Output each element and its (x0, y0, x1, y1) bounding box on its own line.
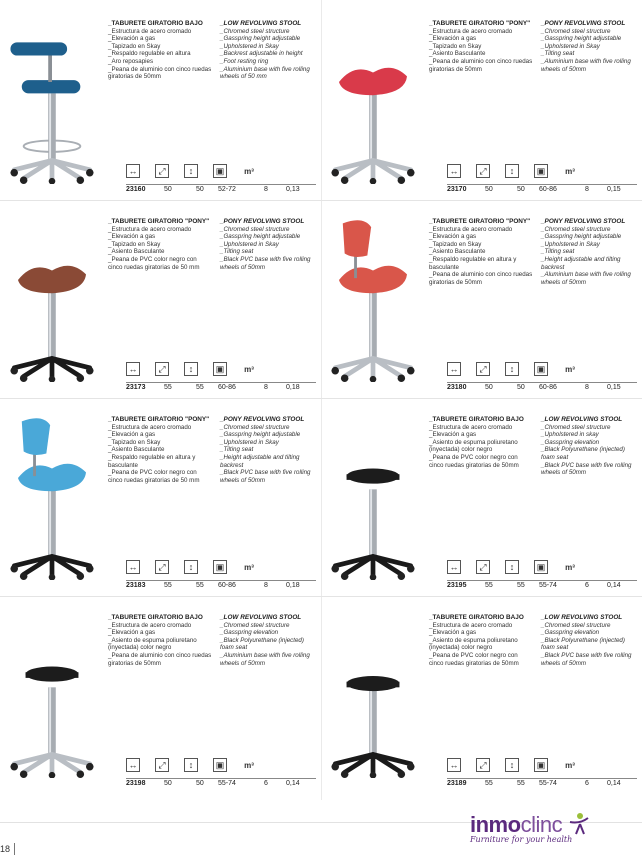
spec-line-es: _Estructura de acero cromado (108, 27, 192, 35)
product-title-es: _TABURETE GIRATORIO BAJO (429, 416, 524, 423)
spec-line-en: wheels of 50mm (541, 469, 587, 477)
spec-line-es: basculante (429, 263, 459, 271)
spec-line-en: _Chromed steel structure (220, 225, 290, 233)
spec-line-es: _Asiento Basculante (108, 446, 165, 454)
spec-line-en: _Gasspring height adjustable (220, 233, 301, 241)
spec-line-es: cinco ruedas giratorias de 50 mm (108, 476, 200, 484)
spec-line-en: _Chromed steel structure (220, 423, 290, 431)
brand-tagline: Furniture for your health (470, 835, 573, 844)
spec-line-es: _Elevación a gas (108, 431, 156, 439)
spec-line-en: _Upholstered in Skay (541, 240, 600, 248)
volume-value: 0,14 (286, 780, 300, 787)
height-icon: ↕ (184, 560, 198, 574)
volume-value: 0,14 (607, 582, 621, 589)
spec-line-es: _Elevación a gas (108, 629, 156, 637)
product-title-es: _TABURETE GIRATORIO BAJO (429, 614, 524, 621)
spec-line-es: _Asiento de espuma poliuretano (429, 636, 518, 644)
volume-value: 0,15 (607, 384, 621, 391)
spec-line-es: giratorias de 50mm (429, 278, 482, 286)
volume-icon: m³ (563, 164, 577, 178)
spec-icons (126, 560, 316, 578)
width-value: 55 (485, 582, 493, 589)
product-title-en: _LOW REVOLVING STOOL (220, 20, 302, 27)
spec-line-en: _Gasspring elevation (220, 629, 279, 637)
brand-bold: inmo (470, 812, 521, 837)
spec-line-es: _Estructura de acero cromado (429, 423, 513, 431)
volume-icon: m³ (242, 560, 256, 574)
english-description (220, 218, 310, 271)
spec-line-es: _Tapizado en Skay (429, 240, 482, 248)
product-code: 23170 (447, 186, 467, 193)
depth-value: 50 (517, 384, 525, 391)
spec-line-en: wheels of 50mm (220, 263, 266, 271)
height-value: 60-86 (539, 384, 557, 391)
stool-illustration (325, 410, 421, 580)
spec-line-en: foam seat (541, 644, 569, 652)
stool-illustration (325, 608, 421, 778)
spec-line-es: cinco ruedas giratorias de 50mm (429, 659, 519, 667)
spec-line-es: (inyectada) color negro (429, 446, 493, 454)
spec-line-en: _Black Polyurethane (injected) (541, 636, 625, 644)
spec-line-en: wheels of 50mm (220, 476, 266, 484)
spec-line-en: _Black PVC base with five rolling (220, 469, 311, 477)
spec-line-en: _Chromed steel structure (541, 423, 611, 431)
figure-logo-icon (568, 812, 590, 836)
packaging-icon: ▣ (534, 758, 548, 772)
height-icon: ↕ (505, 362, 519, 376)
width-icon: ↔ (126, 560, 140, 574)
product-cell (321, 400, 642, 598)
spec-line-es: _Elevación a gas (429, 233, 477, 241)
height-icon: ↕ (184, 758, 198, 772)
spec-icons (447, 758, 637, 776)
spec-line-es: _Respaldo regulable en altura (108, 50, 191, 58)
spec-icons (447, 164, 637, 182)
spec-line-en: _Black PVC base with five rolling (541, 651, 632, 659)
spec-line-en: wheels of 50mm (541, 659, 587, 667)
spec-line-en: _Chromed steel structure (541, 27, 611, 35)
packaging-icon: ▣ (213, 164, 227, 178)
spec-values (447, 384, 637, 394)
spec-values (126, 780, 316, 790)
height-icon: ↕ (184, 164, 198, 178)
width-value: 55 (485, 780, 493, 787)
spec-line-en: _Black PVC base with five rolling (541, 461, 632, 469)
spec-rule (126, 184, 316, 185)
spec-line-en: _Chromed steel structure (220, 621, 290, 629)
packaging-icon: ▣ (213, 362, 227, 376)
english-description (541, 416, 631, 477)
spec-line-en: backrest (220, 461, 244, 469)
spec-line-en: _Gasspring height adjustable (220, 35, 301, 43)
spec-rule (447, 580, 637, 581)
volume-icon: m³ (242, 758, 256, 772)
width-icon: ↔ (447, 758, 461, 772)
english-description (541, 614, 631, 667)
product-title-en: _PONY REVOLVING STOOL (541, 218, 626, 225)
spec-line-es: cinco ruedas giratorias de 50mm (429, 461, 519, 469)
spec-rule (126, 778, 316, 779)
spec-rule (126, 580, 316, 581)
depth-value: 50 (196, 780, 204, 787)
height-value: 60-86 (218, 582, 236, 589)
depth-icon: ⤢ (155, 758, 169, 772)
packaging-icon: ▣ (534, 164, 548, 178)
spec-line-es: _Tapizado en Skay (429, 42, 482, 50)
english-description (220, 416, 310, 484)
spanish-description (108, 614, 211, 667)
spec-line-en: _Chromed steel structure (220, 27, 290, 35)
spec-line-en: _Gasspring height adjustable (541, 233, 622, 241)
stool-illustration (4, 14, 100, 184)
units-value: 6 (264, 780, 268, 787)
depth-value: 50 (196, 186, 204, 193)
spec-line-en: _Gasspring elevation (541, 629, 600, 637)
spec-rule (447, 778, 637, 779)
spec-values (126, 186, 316, 196)
spec-line-es: _Respaldo regulable en altura y (108, 453, 196, 461)
spec-line-en: _Height adjustable and tilting (220, 453, 300, 461)
width-value: 55 (164, 384, 172, 391)
stool-illustration (325, 14, 421, 184)
product-cell (0, 400, 321, 598)
spec-values (447, 582, 637, 592)
spec-values (126, 384, 316, 394)
depth-icon: ⤢ (155, 164, 169, 178)
spec-line-es: _Peana de PVC color negro con (108, 469, 197, 477)
spec-line-es: _Estructura de acero cromado (108, 423, 192, 431)
spec-rule (447, 184, 637, 185)
height-icon: ↕ (505, 560, 519, 574)
spec-line-es: _Estructura de acero cromado (429, 225, 513, 233)
depth-icon: ⤢ (155, 362, 169, 376)
product-title-en: _LOW REVOLVING STOOL (220, 614, 302, 621)
depth-icon: ⤢ (476, 758, 490, 772)
spec-line-en: _Aluminium base with five rolling (541, 57, 631, 65)
spec-icons (126, 362, 316, 380)
depth-icon: ⤢ (476, 362, 490, 376)
volume-value: 0,15 (607, 186, 621, 193)
spec-line-es: _Elevación a gas (429, 35, 477, 43)
depth-icon: ⤢ (476, 164, 490, 178)
width-icon: ↔ (447, 560, 461, 574)
width-icon: ↔ (126, 758, 140, 772)
width-value: 50 (485, 186, 493, 193)
spec-line-en: _Upholstered in Skay (220, 42, 279, 50)
spec-line-es: giratorias de 50mm (108, 73, 161, 81)
spec-line-es: _Asiento Basculante (429, 248, 486, 256)
packaging-icon: ▣ (213, 560, 227, 574)
depth-value: 55 (196, 582, 204, 589)
units-value: 6 (585, 780, 589, 787)
spec-line-es: _Elevación a gas (429, 431, 477, 439)
spec-line-en: _Chromed steel structure (541, 621, 611, 629)
product-cell (321, 4, 642, 202)
product-title-es: _TABURETE GIRATORIO "PONY" (429, 218, 531, 225)
width-icon: ↔ (447, 362, 461, 376)
spec-line-en: _Gasspring height adjustable (541, 35, 622, 43)
spec-line-en: _Upholstered in Skay (541, 42, 600, 50)
english-description (220, 20, 310, 81)
product-title-en: _LOW REVOLVING STOOL (541, 614, 623, 621)
width-value: 50 (485, 384, 493, 391)
product-title-en: _PONY REVOLVING STOOL (541, 20, 626, 27)
width-icon: ↔ (126, 164, 140, 178)
width-value: 50 (164, 780, 172, 787)
product-title-en: _LOW REVOLVING STOOL (541, 416, 623, 423)
volume-icon: m³ (563, 362, 577, 376)
packaging-icon: ▣ (213, 758, 227, 772)
product-title-es: _TABURETE GIRATORIO BAJO (108, 20, 203, 27)
spanish-description (108, 20, 211, 81)
spec-line-en: _Tilting seat (541, 248, 575, 256)
spec-line-en: wheels of 50 mm (220, 73, 267, 81)
spec-values (447, 186, 637, 196)
spec-line-es: cinco ruedas giratorias de 50 mm (108, 263, 200, 271)
spec-rule (126, 382, 316, 383)
spec-values (447, 780, 637, 790)
stool-illustration (4, 608, 100, 778)
spec-line-en: _Gasspring height adjustable (220, 431, 301, 439)
volume-value: 0,18 (286, 582, 300, 589)
spec-line-es: _Peana de PVC color negro con (108, 255, 197, 263)
width-value: 50 (164, 186, 172, 193)
spanish-description (429, 20, 532, 73)
spec-line-en: _Black Polyurethane (injected) (541, 446, 625, 454)
spec-line-es: _Tapizado en Skay (108, 240, 161, 248)
depth-value: 55 (517, 582, 525, 589)
product-cell (321, 202, 642, 400)
spec-line-es: _Elevación a gas (108, 35, 156, 43)
product-code: 23189 (447, 780, 467, 787)
units-value: 8 (264, 582, 268, 589)
depth-value: 50 (517, 186, 525, 193)
spec-line-en: _Foot resting ring (220, 57, 269, 65)
spec-line-en: _Black PVC base with five rolling (220, 255, 311, 263)
spec-line-en: foam seat (220, 644, 248, 652)
width-icon: ↔ (447, 164, 461, 178)
product-title-es: _TABURETE GIRATORIO "PONY" (429, 20, 531, 27)
spec-line-en: wheels of 50mm (541, 65, 587, 73)
spanish-description (429, 218, 532, 286)
volume-icon: m³ (242, 164, 256, 178)
spec-line-es: _Peana de aluminio con cinco ruedas (108, 651, 212, 659)
spanish-description (108, 416, 209, 484)
spec-line-en: wheels of 50mm (220, 659, 266, 667)
spec-line-en: _Gasspring elevation (541, 438, 600, 446)
depth-value: 55 (517, 780, 525, 787)
spec-icons (126, 164, 316, 182)
english-description (541, 20, 631, 73)
spec-line-es: _Asiento de espuma poliuretano (429, 438, 518, 446)
spec-line-en: _Aluminium base with five rolling (220, 651, 310, 659)
units-value: 8 (264, 186, 268, 193)
spec-line-es: _Peana de PVC color negro con (429, 453, 518, 461)
spec-line-es: _Peana de aluminio con cinco ruedas (108, 65, 212, 73)
spec-line-en: backrest (541, 263, 565, 271)
height-icon: ↕ (505, 164, 519, 178)
product-code: 23180 (447, 384, 467, 391)
product-cell (0, 598, 321, 796)
spec-line-es: _Estructura de acero cromado (429, 27, 513, 35)
product-cell (0, 202, 321, 400)
packaging-icon: ▣ (534, 362, 548, 376)
spec-line-es: _Asiento de espuma poliuretano (108, 636, 197, 644)
spec-line-es: _Peana de PVC color negro con (429, 651, 518, 659)
spec-line-en: _Backrest adjustable in height (220, 50, 303, 58)
height-value: 55-74 (218, 780, 236, 787)
stool-illustration (4, 212, 100, 382)
height-value: 60-86 (218, 384, 236, 391)
depth-icon: ⤢ (155, 560, 169, 574)
spec-line-es: giratorias de 50mm (429, 65, 482, 73)
spec-line-es: _Estructura de acero cromado (108, 225, 192, 233)
units-value: 8 (264, 384, 268, 391)
spec-line-en: _Tilting seat (220, 248, 254, 256)
volume-value: 0,18 (286, 384, 300, 391)
spec-line-es: (inyectada) color negro (429, 644, 493, 652)
spec-line-en: foam seat (541, 453, 569, 461)
volume-value: 0,13 (286, 186, 300, 193)
height-icon: ↕ (184, 362, 198, 376)
spec-line-es: _Asiento Basculante (429, 50, 486, 58)
spec-line-es: _Asiento Basculante (108, 248, 165, 256)
product-title-en: _PONY REVOLVING STOOL (220, 218, 305, 225)
height-value: 60-86 (539, 186, 557, 193)
packaging-icon: ▣ (534, 560, 548, 574)
spec-line-es: _Aro reposapies (108, 57, 154, 65)
english-description (220, 614, 310, 667)
stool-illustration (4, 410, 100, 580)
height-value: 52-72 (218, 186, 236, 193)
spec-icons (126, 758, 316, 776)
spanish-description (429, 614, 524, 667)
volume-value: 0,14 (607, 780, 621, 787)
spec-line-en: _Black Polyurethane (injected) (220, 636, 304, 644)
units-value: 8 (585, 384, 589, 391)
spec-line-es: _Elevación a gas (108, 233, 156, 241)
page-number: 18 (0, 843, 15, 855)
spec-line-en: wheels of 50mm (541, 278, 587, 286)
units-value: 6 (585, 582, 589, 589)
product-cell (321, 598, 642, 796)
height-value: 55-74 (539, 582, 557, 589)
height-icon: ↕ (505, 758, 519, 772)
height-value: 55-74 (539, 780, 557, 787)
width-icon: ↔ (126, 362, 140, 376)
spec-line-en: _Upholstered in Skay (220, 240, 279, 248)
product-title-es: _TABURETE GIRATORIO "PONY" (108, 218, 210, 225)
volume-icon: m³ (563, 560, 577, 574)
spec-line-en: _Tilting seat (220, 446, 254, 454)
product-code: 23198 (126, 780, 146, 787)
spec-line-en: _Height adjustable and tilting (541, 255, 621, 263)
spec-line-es: _Estructura de acero cromado (429, 621, 513, 629)
spec-line-es: _Peana de aluminio con cinco ruedas (429, 57, 533, 65)
spec-rule (447, 382, 637, 383)
spec-line-en: _Chromed steel structure (541, 225, 611, 233)
spec-line-en: _Upholstered in skay (541, 431, 599, 439)
volume-icon: m³ (242, 362, 256, 376)
spec-values (126, 582, 316, 592)
spec-line-es: _Peana de aluminio con cinco ruedas (429, 271, 533, 279)
brand-light: clinc (520, 812, 563, 837)
product-code: 23160 (126, 186, 146, 193)
product-title-en: _PONY REVOLVING STOOL (220, 416, 305, 423)
spec-line-en: _Tilting seat (541, 50, 575, 58)
brand-logo (470, 812, 630, 852)
spec-line-es: _Tapizado en Skay (108, 438, 161, 446)
english-description (541, 218, 631, 286)
spec-line-es: _Estructura de acero cromado (108, 621, 192, 629)
product-code: 23195 (447, 582, 467, 589)
width-value: 55 (164, 582, 172, 589)
spec-line-es: _Tapizado en Skay (108, 42, 161, 50)
spec-line-en: _Aluminium base with five rolling (220, 65, 310, 73)
spec-line-es: basculante (108, 461, 138, 469)
spec-icons (447, 560, 637, 578)
spec-line-es: _Respaldo regulable en altura y (429, 255, 517, 263)
spec-line-es: _Elevación a gas (429, 629, 477, 637)
product-code: 23173 (126, 384, 146, 391)
spec-line-en: _Aluminium base with five rolling (541, 271, 631, 279)
spec-line-es: (inyectada) color negro (108, 644, 172, 652)
product-title-es: _TABURETE GIRATORIO "PONY" (108, 416, 210, 423)
stool-illustration (325, 212, 421, 382)
spec-line-es: giratorias de 50mm (108, 659, 161, 667)
units-value: 8 (585, 186, 589, 193)
spec-line-en: _Upholstered in Skay (220, 438, 279, 446)
product-title-es: _TABURETE GIRATORIO BAJO (108, 614, 203, 621)
spanish-description (108, 218, 209, 271)
spec-icons (447, 362, 637, 380)
product-cell (0, 4, 321, 202)
depth-value: 55 (196, 384, 204, 391)
depth-icon: ⤢ (476, 560, 490, 574)
product-code: 23183 (126, 582, 146, 589)
spanish-description (429, 416, 524, 469)
volume-icon: m³ (563, 758, 577, 772)
